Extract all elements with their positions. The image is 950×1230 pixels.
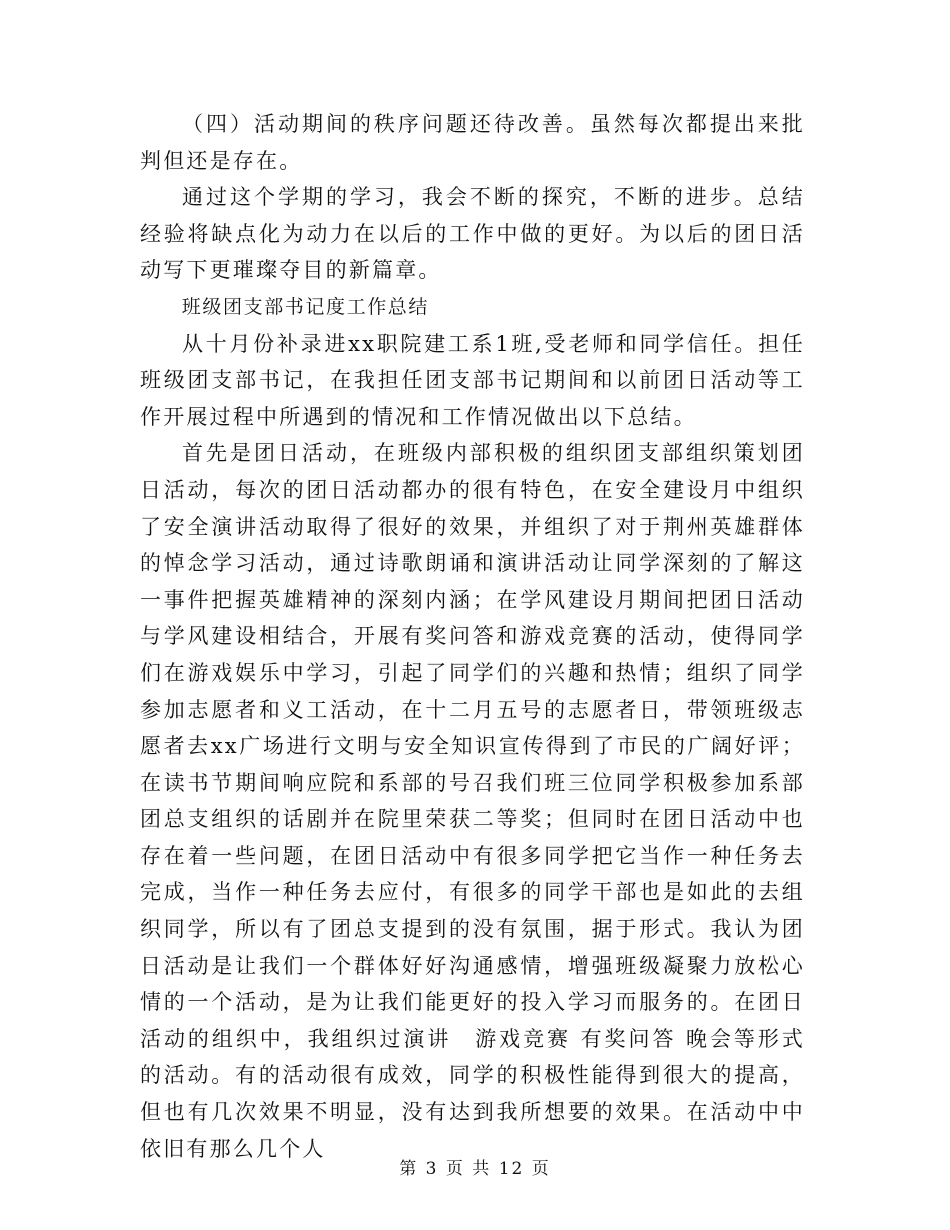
- page-number-footer: 第 3 页 共 12 页: [399, 1159, 551, 1179]
- paragraph-order-issue: （四）活动期间的秩序问题还待改善。虽然每次都提出来批判但还是存在。: [140, 112, 805, 173]
- paragraph-semester-summary: 通过这个学期的学习，我会不断的探究，不断的进步。总结经验将缺点化为动力在以后的工作中做的更好。为以后的团日活动写下更璀璨夺目的新篇章。: [140, 185, 805, 283]
- paragraph-league-day-activities: 首先是团日活动，在班级内部积极的组织团支部组织策划团日活动，每次的团日活动都办的很有特色，在安全建设月中组织了安全演讲活动取得了很好的效果，并组织了对于荆州英雄群体的悼念学习活动，通过诗歌朗诵和演讲活动让同学深刻的了解这一事件把握英雄精神的深刻内涵；在学风建设月期间把团日活动与学风建设相结合，开展有奖问答和游戏竞赛的活动，使得同学们在游戏娱乐中学习，引起了同学们的兴趣和热情；组织了同学参加志愿者和义工活动，在十二月五号的志愿者日，带领班级志愿者去xx广场进行文明与安全知识宣传得到了市民的广阔好评；在读书节期间响应院和系部的号召我们班三位同学积极参加系部团总支组织的话剧并在院里荣获二等奖；但同时在团日活动中也存在着一些问题，在团日活动中有很多同学把它当作一种任务去完成，当作一种任务去应付，有很多的同学干部也是如此的去组织同学，所以有了团总支提到的没有氛围，据于形式。我认为团日活动是让我们一个群体好好沟通感情，增强班级凝聚力放松心情的一个活动，是为让我们能更好的投入学习而服务的。在团日活动的组织中，我组织过演讲 游戏竞赛 有奖问答 晚会等形式的活动。有的活动很有成效，同学的积极性能得到很大的提高，但也有几次效果不明显，没有达到我所想要的效果。在活动中中依旧有那么几个人: [140, 441, 805, 1161]
- section-heading: 班级团支部书记度工作总结: [181, 295, 429, 318]
- paragraph-introduction: 从十月份补录进xx职院建工系1班,受老师和同学信任。担任班级团支部书记，在我担任团支部书记期间和以前团日活动等工作开展过程中所遇到的情况和工作情况做出以下总结。: [140, 331, 805, 429]
- document-body: [140, 106, 805, 1167]
